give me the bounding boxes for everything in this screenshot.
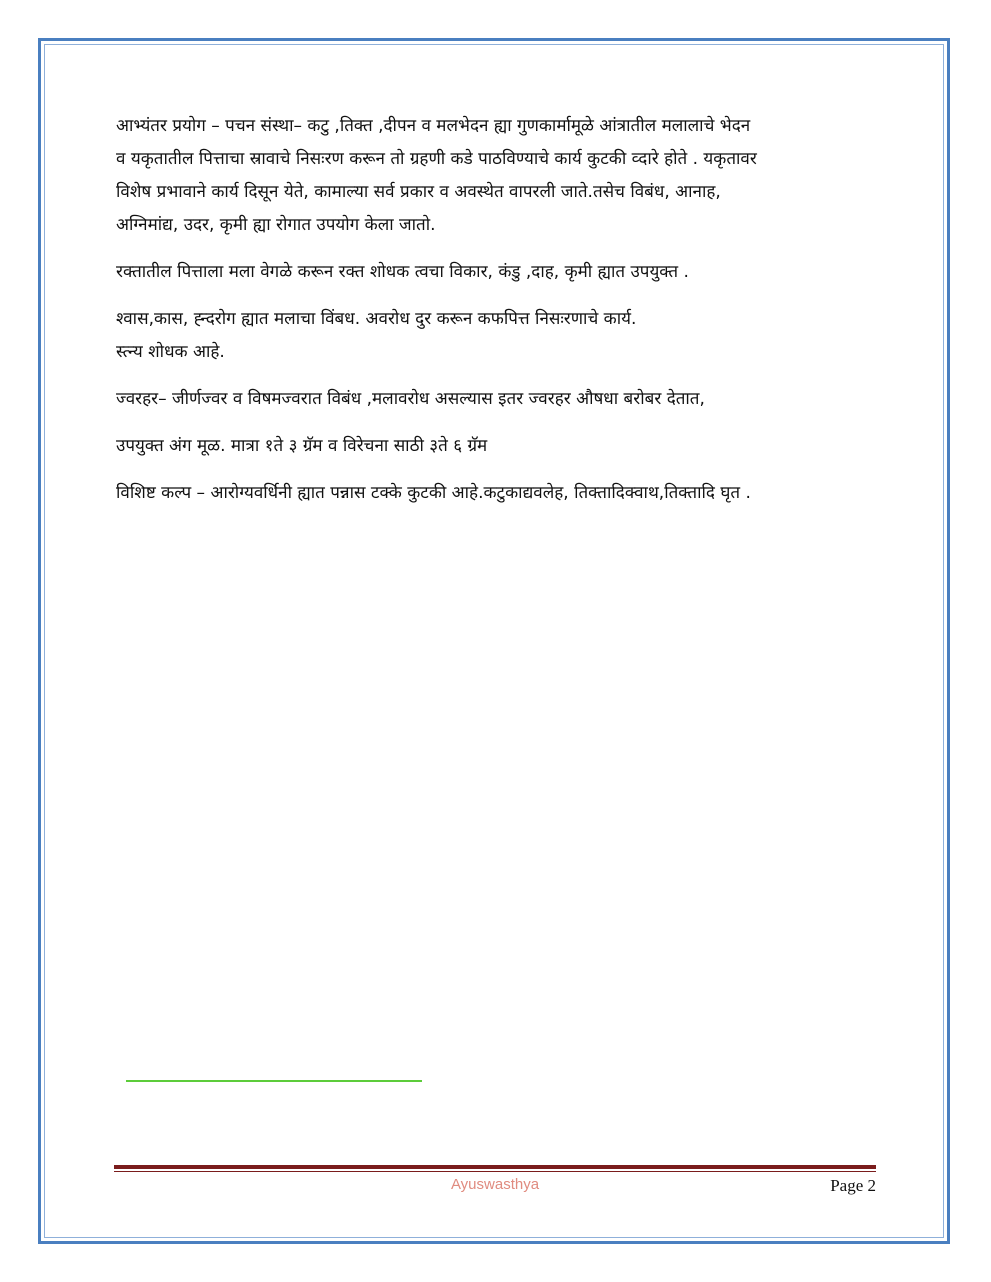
paragraph-jwarhar (116, 383, 876, 416)
text-line: स्त्न्य शोधक आहे. (116, 342, 225, 362)
footnote-separator-line (126, 1080, 422, 1082)
paragraph-vishishta-kalpa (116, 477, 876, 510)
document-body (116, 110, 876, 524)
text-line: श्वास,कास, ह्न्दरोग ह्यात मलाचा विंबध. अवरोध दुर करून कफपित्त निसःरणाचे कार्य. (116, 309, 637, 329)
text-line: आभ्यंतर प्रयोग – पचन संस्था– कटु ,तिक्त ,दीपन व मलभेदन ह्या गुणकार्मामूळे आंत्रातील मलालाचे भेदन (116, 116, 751, 136)
page-number: Page 2 (830, 1176, 876, 1195)
text-line: विशेष प्रभावाने कार्य दिसून येते, कामाल्या सर्व प्रकार व अवस्थेत वापरली जाते.तसेच विबंध, आनाह, (116, 182, 721, 202)
footer-rule (114, 1165, 876, 1169)
text-line: विशिष्ट कल्प – आरोग्यवर्धिनी ह्यात पन्नास टक्के कुटकी आहे.कटुकाद्यवलेह, तिक्तादिक्वाथ,तिक्तादि घृत . (116, 483, 751, 503)
paragraph-rakta (116, 256, 876, 289)
paragraph-abhyantar (116, 110, 876, 242)
paragraph-shwas (116, 303, 876, 369)
text-line: व यकृतातील पित्ताचा स्रावाचे निसःरण करून तो ग्रहणी कडे पाठविण्याचे कार्य कुटकी व्दारे होते . यकृतावर (116, 149, 757, 169)
paragraph-upayukta-anga (116, 430, 876, 463)
text-line: उपयुक्त अंग मूळ. मात्रा १ते ३ ग्रॅम व विरेचना साठी ३ते ६ ग्रॅम (116, 436, 488, 456)
footer-rule-thin (114, 1171, 876, 1172)
text-line: ज्वरहर– जीर्णज्वर व विषमज्वरात विबंध ,मलावरोध असल्यास इतर ज्वरहर औषधा बरोबर देतात, (116, 389, 705, 409)
text-line: रक्तातील पित्ताला मला वेगळे करून रक्त शोधक त्वचा विकार, कंडु ,दाह, कृमी ह्यात उपयुक्त . (116, 262, 689, 282)
text-line: अग्निमांद्य, उदर, कृमी ह्या रोगात उपयोग केला जातो. (116, 215, 436, 235)
footer-site-name: Ayuswasthya (450, 1176, 540, 1193)
